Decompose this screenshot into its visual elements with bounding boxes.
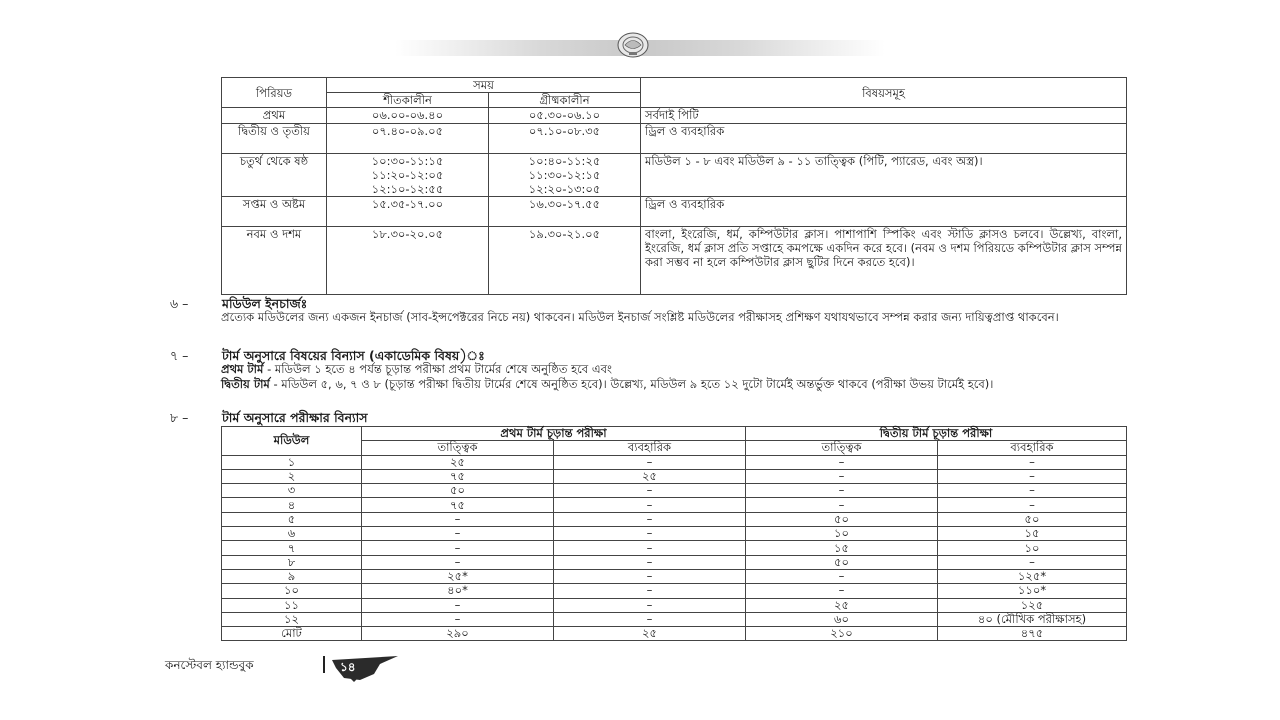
term-2-practical-cell: ৪০ (মৌখিক পরীক্ষাসহ) [938, 612, 1127, 626]
summer-time-cell: ১৯.৩০-২১.০৫ [489, 227, 641, 295]
term-2-theory-cell: ১০ [746, 527, 938, 541]
term-2-text: - মডিউল ৫, ৬, ৭ ও ৮ (চূড়ান্ত পরীক্ষা দ্বিতীয় টার্মের শেষে অনুষ্ঠিত হবে)। উল্লেখ্য, মডিউল ৯ হতে ১২ দুটো টার্মেই অন্তর্ভুক্ত থাকবে (পরীক্ষা উভয় টার্মেই হবে)। [269, 376, 994, 391]
header-practical: ব্যবহারিক [938, 441, 1127, 455]
header-term-2: দ্বিতীয় টার্ম চূড়ান্ত পরীক্ষা [746, 427, 1127, 441]
summer-time-cell: ০৭.১০-০৮.৩৫ [489, 124, 641, 154]
term-2-theory-cell: ২৫ [746, 598, 938, 612]
term-2-theory-cell: – [746, 484, 938, 498]
module-cell: ১ [222, 455, 362, 469]
period-cell: চতুর্থ থেকে ষষ্ঠ [222, 154, 327, 197]
module-cell: ৭ [222, 541, 362, 555]
term-2-theory-cell: – [746, 498, 938, 512]
table-row [222, 484, 1127, 498]
header-winter: শীতকালীন [327, 93, 489, 108]
module-cell: ১১ [222, 598, 362, 612]
module-cell: ১০ [222, 584, 362, 598]
term-2-theory-cell: ২১০ [746, 627, 938, 641]
daily-schedule-table [221, 77, 1127, 295]
term-2-label: দ্বিতীয় টার্ম [221, 376, 270, 391]
winter-time-cell: ০৬.০০-০৬.৪০ [327, 108, 489, 124]
header-practical: ব্যবহারিক [554, 441, 746, 455]
term-2-theory-cell: – [746, 584, 938, 598]
winter-time-cell: ১০:৩০-১১:১৫ ১১:২০-১২:০৫ ১২:১০-১২:৫৫ [327, 154, 489, 197]
header-time: সময় [327, 78, 641, 93]
schedule-row [222, 108, 1127, 124]
term-1-practical-cell: – [554, 484, 746, 498]
term-2-practical-cell: – [938, 555, 1127, 569]
term-1-practical-cell: – [554, 612, 746, 626]
term-1-theory-cell: – [362, 512, 554, 526]
module-cell: ৪ [222, 498, 362, 512]
subject-cell: সর্বদাই পিটি [641, 108, 1127, 124]
summer-time-cell: ০৫.৩০-০৬.১০ [489, 108, 641, 124]
header-term-1: প্রথম টার্ম চূড়ান্ত পরীক্ষা [362, 427, 746, 441]
period-cell: সপ্তম ও অষ্টম [222, 197, 327, 227]
term-1-practical-cell: – [554, 555, 746, 569]
table-row [222, 612, 1127, 626]
term-2-practical-cell: – [938, 498, 1127, 512]
summer-time-cell: ১৬.৩০-১৭.৫৫ [489, 197, 641, 227]
section-number: ৭ – [170, 348, 189, 363]
table-row [222, 469, 1127, 483]
footer-divider [323, 656, 325, 673]
term-1-line [221, 362, 1127, 377]
term-2-practical-cell: ৫০ [938, 512, 1127, 526]
module-cell: ১২ [222, 612, 362, 626]
term-2-practical-cell: – [938, 469, 1127, 483]
schedule-row [222, 154, 1127, 197]
term-1-theory-cell: ২৫* [362, 569, 554, 583]
term-1-theory-cell: ২৯০ [362, 627, 554, 641]
schedule-row [222, 227, 1127, 295]
table-row [222, 498, 1127, 512]
period-cell: নবম ও দশম [222, 227, 327, 295]
term-2-practical-cell: ৪৭৫ [938, 627, 1127, 641]
header-theory: তাত্ত্বিক [746, 441, 938, 455]
section-number: ৮ – [170, 410, 189, 425]
term-1-practical-cell: – [554, 569, 746, 583]
term-2-practical-cell: – [938, 455, 1127, 469]
table-row [222, 598, 1127, 612]
header-summer: গ্রীষ্মকালীন [489, 93, 641, 108]
schedule-row [222, 197, 1127, 227]
section-7-body [221, 362, 1127, 391]
term-1-text: - মডিউল ১ হতে ৪ পর্যন্ত চূড়ান্ত পরীক্ষা প্রথম টার্মের শেষে অনুষ্ঠিত হবে এবং [263, 362, 612, 376]
period-cell: দ্বিতীয় ও তৃতীয় [222, 124, 327, 154]
summer-time-cell: ১০:৪০-১১:২৫ ১১:৩০-১২:১৫ ১২:২০-১৩:০৫ [489, 154, 641, 197]
period-cell: প্রথম [222, 108, 327, 124]
term-2-practical-cell: ১৫ [938, 527, 1127, 541]
table-row [222, 527, 1127, 541]
term-1-theory-cell: ৭৫ [362, 498, 554, 512]
table-row [222, 512, 1127, 526]
header-module: মডিউল [222, 427, 362, 456]
term-1-theory-cell: ৫০ [362, 484, 554, 498]
section-title: টার্ম অনুসারে পরীক্ষার বিন্যাস [222, 410, 368, 425]
term-2-theory-cell: – [746, 569, 938, 583]
term-2-theory-cell: ৫০ [746, 512, 938, 526]
winter-time-cell: ০৭.৪০-০৯.০৫ [327, 124, 489, 154]
term-1-practical-cell: – [554, 598, 746, 612]
term-1-practical-cell: – [554, 527, 746, 541]
term-1-theory-cell: – [362, 541, 554, 555]
term-1-theory-cell: ২৫ [362, 455, 554, 469]
term-1-practical-cell: – [554, 512, 746, 526]
term-1-theory-cell: – [362, 527, 554, 541]
table-row [222, 455, 1127, 469]
header-subjects: বিষয়সমূহ [641, 78, 1127, 108]
page-number: ১৪ [340, 660, 356, 674]
table-row [222, 555, 1127, 569]
section-number: ৬ – [170, 296, 189, 311]
module-cell: মোট [222, 627, 362, 641]
book-title: কনস্টেবল হ্যান্ডবুক [165, 658, 254, 672]
term-1-practical-cell: – [554, 584, 746, 598]
subject-cell: বাংলা, ইংরেজি, ধর্ম, কম্পিউটার ক্লাস। পাশাপাশি স্পিকিং এবং স্টাডি ক্লাসও চলবে। উল্লেখ্য, বাংলা, ইংরেজি, ধর্ম ক্লাস প্রতি সপ্তাহে কমপক্ষে একদিন করে হবে। (নবম ও দশম পিরিয়ডে কম্পিউটার ক্লাস সম্পন্ন করা সম্ভব না হলে কম্পিউটার ক্লাস ছুটির দিনে করতে হবে)। [641, 227, 1127, 295]
total-row [222, 627, 1127, 641]
table-row [222, 541, 1127, 555]
term-1-practical-cell: – [554, 541, 746, 555]
term-2-practical-cell: ১০ [938, 541, 1127, 555]
subject-cell: ড্রিল ও ব্যবহারিক [641, 124, 1127, 154]
term-1-practical-cell: – [554, 455, 746, 469]
term-1-theory-cell: – [362, 598, 554, 612]
module-cell: ৫ [222, 512, 362, 526]
term-2-theory-cell: ৫০ [746, 555, 938, 569]
term-2-theory-cell: – [746, 455, 938, 469]
subject-cell: ড্রিল ও ব্যবহারিক [641, 197, 1127, 227]
table-row [222, 584, 1127, 598]
winter-time-cell: ১৮.৩০-২০.০৫ [327, 227, 489, 295]
term-2-practical-cell: ১২৫* [938, 569, 1127, 583]
section-title: টার্ম অনুসারে বিষয়ের বিন্যাস (একাডেমিক বিষয়)ঃ [222, 348, 485, 363]
module-cell: ৩ [222, 484, 362, 498]
police-emblem-icon [616, 30, 650, 60]
header-theory: তাত্ত্বিক [362, 441, 554, 455]
term-2-practical-cell: – [938, 484, 1127, 498]
subject-cell: মডিউল ১ - ৮ এবং মডিউল ৯ - ১১ তাত্ত্বিক (পিটি, প্যারেড, এবং অস্ত্র)। [641, 154, 1127, 197]
term-1-theory-cell: ৪০* [362, 584, 554, 598]
module-cell: ২ [222, 469, 362, 483]
term-2-practical-cell: ১২৫ [938, 598, 1127, 612]
table-row [222, 569, 1127, 583]
module-cell: ৬ [222, 527, 362, 541]
schedule-row [222, 124, 1127, 154]
term-1-practical-cell: – [554, 498, 746, 512]
header-period: পিরিয়ড [222, 78, 327, 108]
term-2-theory-cell: – [746, 469, 938, 483]
exam-distribution-table [221, 426, 1127, 641]
module-cell: ৯ [222, 569, 362, 583]
module-cell: ৮ [222, 555, 362, 569]
section-6-body: প্রত্যেক মডিউলের জন্য একজন ইনচার্জ (সাব-ইন্সপেক্টরের নিচে নয়) থাকবেন। মডিউল ইনচার্জ সংশ্লিষ্ট মডিউলের পরীক্ষাসহ প্রশিক্ষণ যথাযথভাবে সম্পন্ন করার জন্য দায়িত্বপ্রাপ্ত থাকবেন। [221, 310, 1059, 324]
term-1-theory-cell: – [362, 555, 554, 569]
term-1-label: প্রথম টার্ম [221, 362, 264, 376]
term-1-practical-cell: ২৫ [554, 469, 746, 483]
term-1-theory-cell: ৭৫ [362, 469, 554, 483]
term-2-theory-cell: ৬০ [746, 612, 938, 626]
term-2-practical-cell: ১১০* [938, 584, 1127, 598]
section-title: মডিউল ইনচার্জঃ [222, 296, 308, 311]
winter-time-cell: ১৫.৩৫-১৭.০০ [327, 197, 489, 227]
term-1-practical-cell: ২৫ [554, 627, 746, 641]
term-2-theory-cell: ১৫ [746, 541, 938, 555]
term-2-line [221, 377, 1127, 392]
term-1-theory-cell: – [362, 612, 554, 626]
